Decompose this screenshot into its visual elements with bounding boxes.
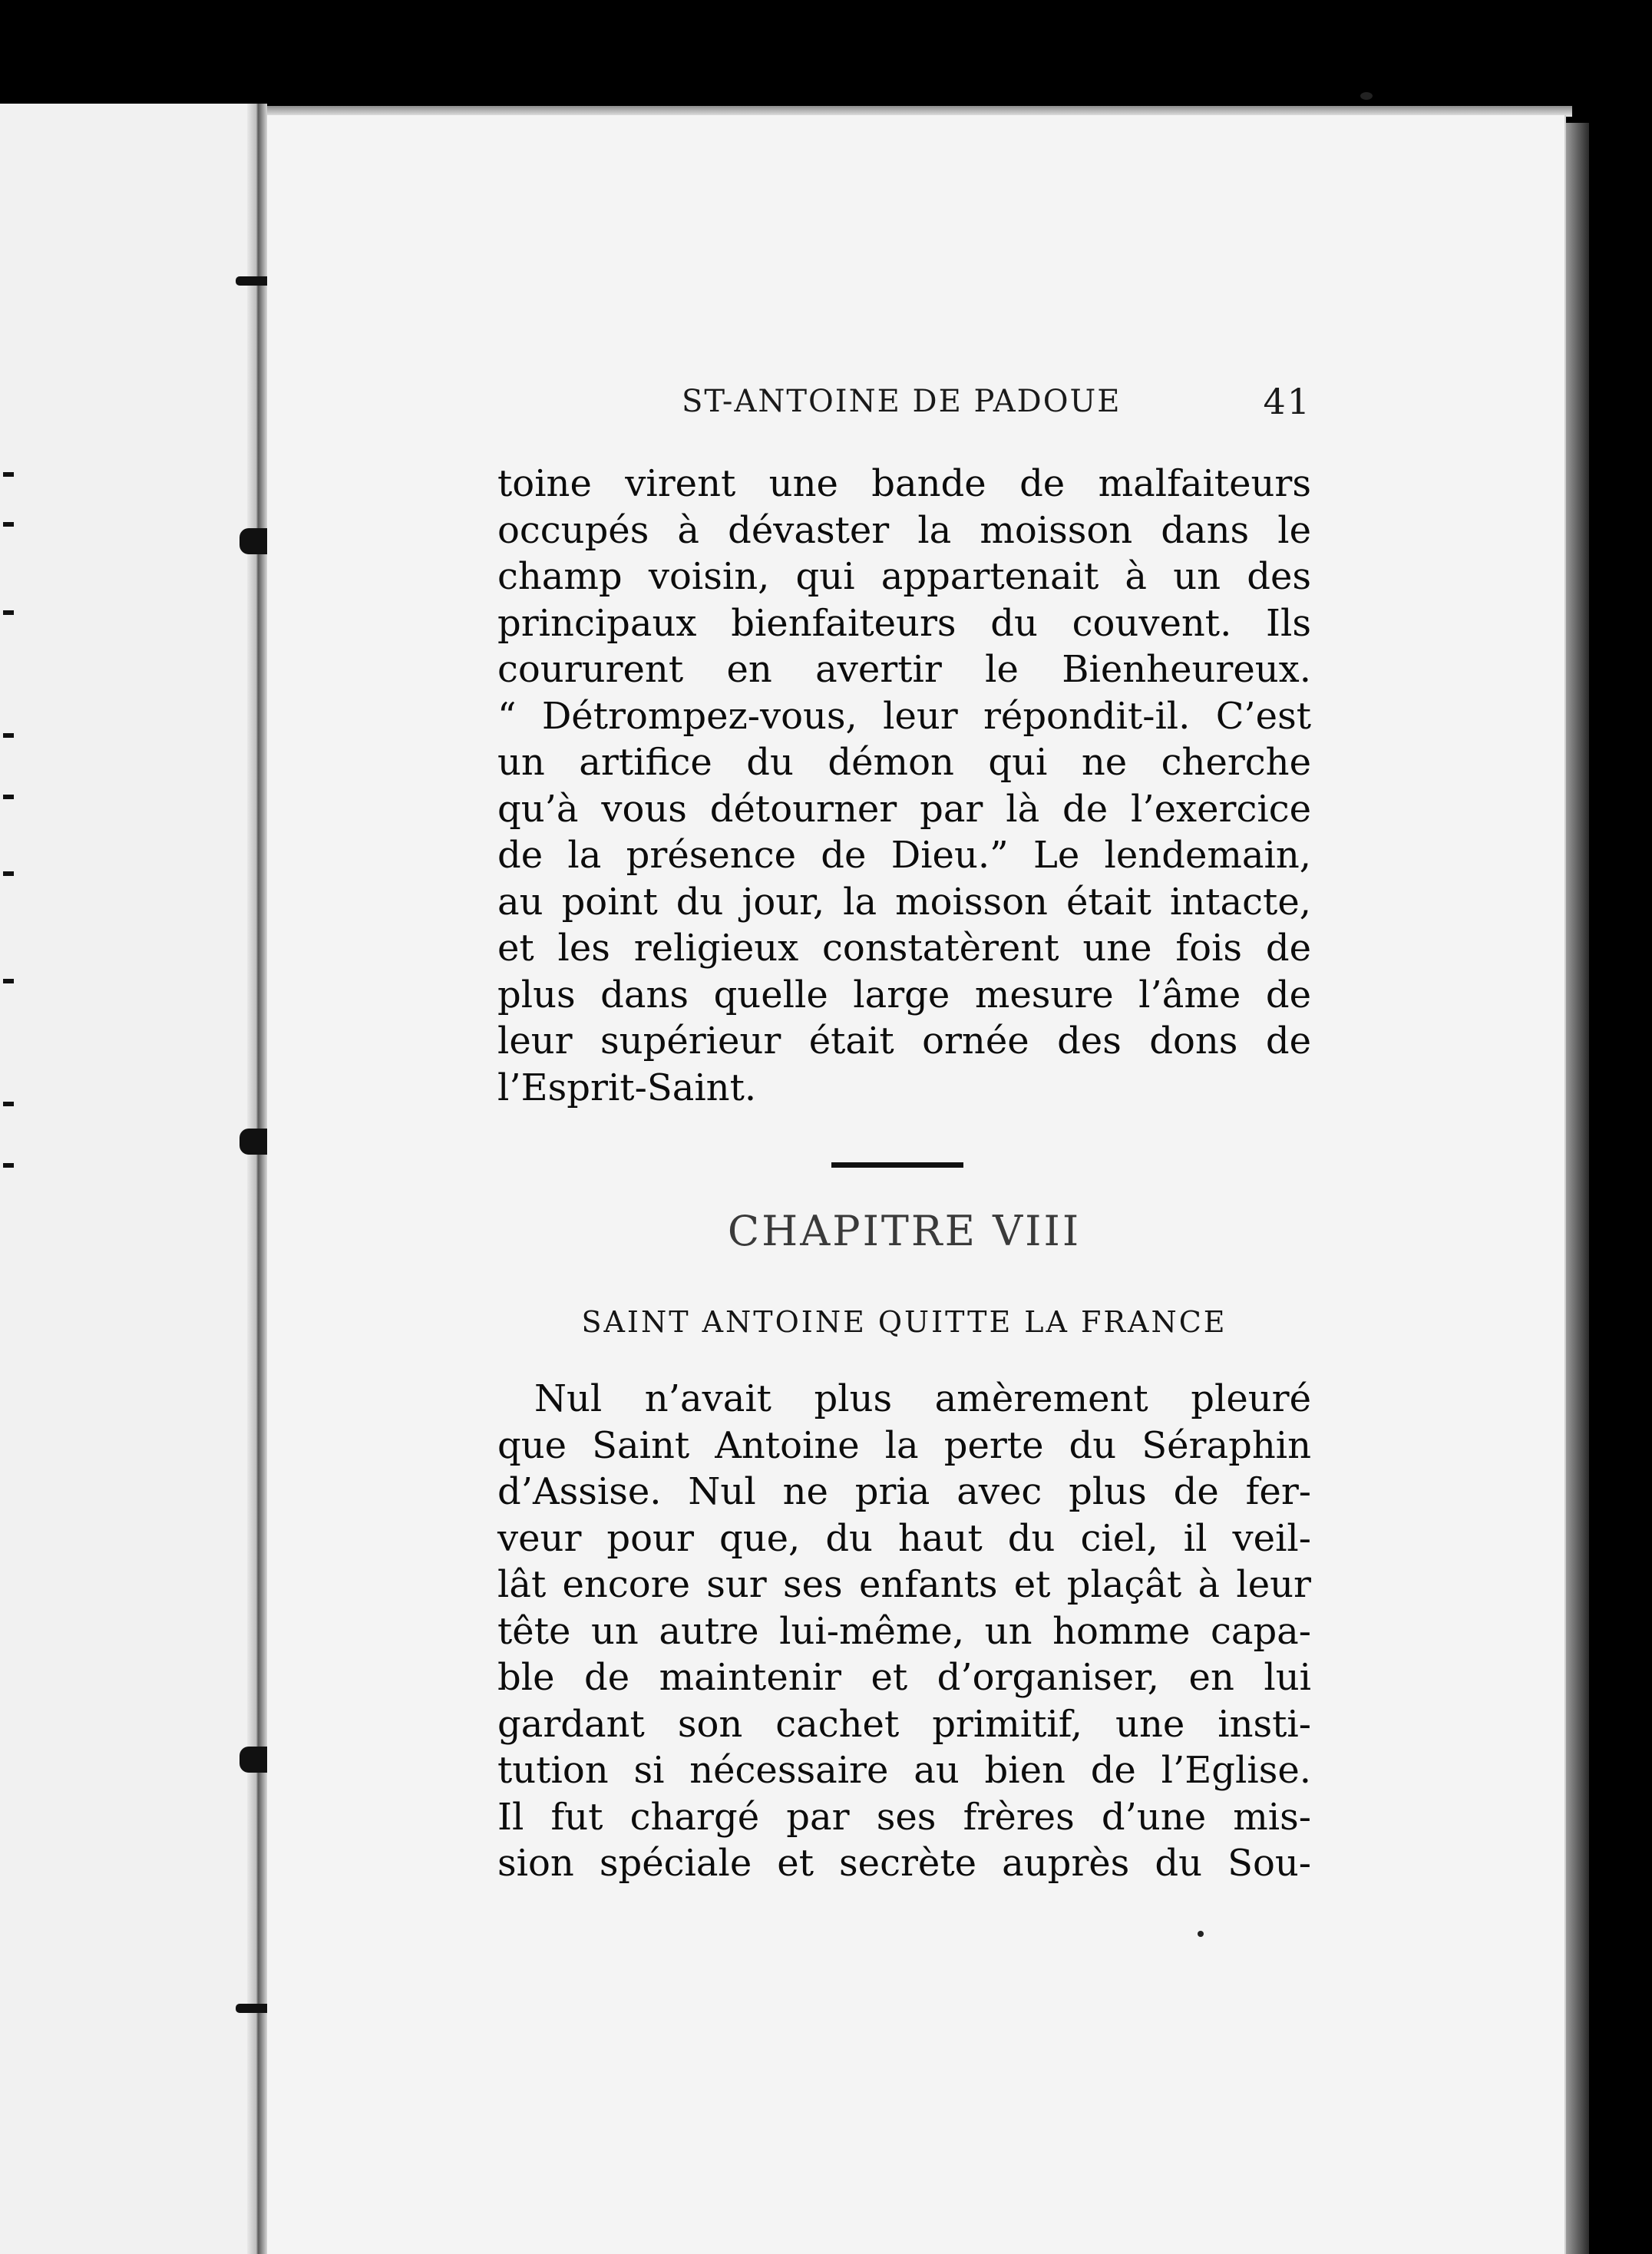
running-title: ST-ANTOINE DE PADOUE — [682, 384, 1122, 419]
text-line: et les religieux constatèrent une fois de — [497, 927, 1311, 970]
previous-page-text-fragment — [3, 795, 14, 799]
previous-page-edge — [0, 104, 267, 2254]
text-line: champ voisin, qui appartenait à un des — [497, 555, 1311, 598]
text-line: “ Détrompez-vous, leur répondit-il. C’est — [497, 694, 1311, 738]
text-line: qu’à vous détourner par là de l’exercice — [497, 787, 1311, 831]
previous-page-text-fragment — [3, 1163, 14, 1168]
text-line: que Saint Antoine la perte du Séraphin — [497, 1423, 1311, 1467]
text-line: au point du jour, la moisson était intacte, — [497, 880, 1311, 924]
previous-page-text-fragment — [3, 610, 14, 615]
text-line: de la présence de Dieu.” Le lendemain, — [497, 834, 1311, 877]
text-line: l’Esprit-Saint. — [497, 1066, 757, 1109]
section-divider-rule — [831, 1162, 963, 1168]
ink-speck — [1360, 92, 1373, 100]
text-line: Nul n’avait plus amèrement pleuré — [534, 1377, 1311, 1420]
page-number: 41 — [1263, 381, 1311, 422]
text-line: occupés à dévaster la moisson dans le — [497, 508, 1311, 552]
ink-speck — [1198, 1931, 1204, 1937]
previous-page-text-fragment — [3, 979, 14, 983]
text-line: Il fut chargé par ses frères d’une mis- — [497, 1795, 1311, 1839]
chapter-title: CHAPITRE VIII — [727, 1207, 1082, 1255]
text-line: leur supérieur était ornée des dons de — [497, 1020, 1311, 1063]
previous-page-text-fragment — [3, 1102, 14, 1106]
book-spine — [247, 104, 267, 2254]
text-line: tête un autre lui-même, un homme capa- — [497, 1609, 1311, 1653]
text-line: ble de maintenir et d’organiser, en lui — [497, 1656, 1311, 1699]
previous-page-text-fragment — [3, 733, 14, 738]
page-fore-edge — [1566, 123, 1589, 2254]
chapter-paragraph — [497, 1376, 1311, 1887]
text-line: un artifice du démon qui ne cherche — [497, 741, 1311, 784]
text-line: lât encore sur ses enfants et plaçât à leur — [497, 1563, 1311, 1606]
previous-page-text-fragment — [3, 522, 14, 527]
text-line: plus dans quelle large mesure l’âme de — [497, 973, 1311, 1016]
previous-page-text-fragment — [3, 871, 14, 876]
text-line: coururent en avertir le Bienheureux. — [497, 648, 1311, 691]
running-head — [497, 381, 1311, 430]
text-line: sion spéciale et secrète auprès du Sou- — [497, 1842, 1311, 1885]
text-line: toine virent une bande de malfaiteurs — [497, 462, 1311, 505]
text-line: principaux bienfaiteurs du couvent. Ils — [497, 601, 1311, 645]
previous-page-text-fragment — [3, 472, 14, 477]
book-page — [267, 115, 1566, 2254]
chapter-subtitle: SAINT ANTOINE QUITTE LA FRANCE — [581, 1305, 1227, 1339]
text-line: veur pour que, du haut du ciel, il veil- — [497, 1516, 1311, 1560]
paragraph-continued — [497, 461, 1311, 1111]
text-line: d’Assise. Nul ne pria avec plus de fer- — [497, 1470, 1311, 1513]
text-line: gardant son cachet primitif, une insti- — [497, 1702, 1311, 1746]
text-line: tution si nécessaire au bien de l’Eglise. — [497, 1749, 1311, 1792]
